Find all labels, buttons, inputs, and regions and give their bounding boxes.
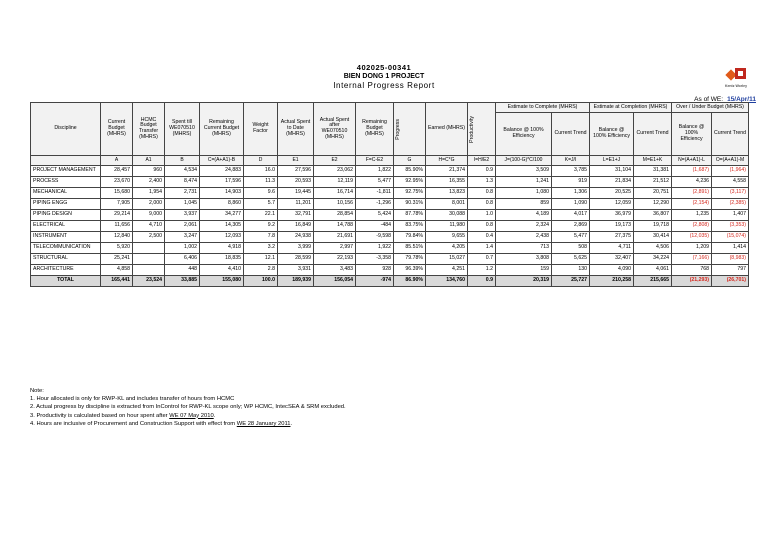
table-row	[31, 232, 749, 243]
value-cell: 28,457	[101, 166, 133, 177]
value-cell: 4,711	[590, 243, 634, 254]
as-of-date: 15/Apr/11	[727, 96, 756, 103]
value-cell: (8,983)	[712, 254, 749, 265]
formula-code: J=(100-G)*C/100	[496, 156, 552, 166]
project-code: 402025-00341	[356, 63, 412, 72]
value-cell: 2,324	[496, 221, 552, 232]
table-row	[31, 188, 749, 199]
table-row	[31, 210, 749, 221]
value-cell: 15,027	[426, 254, 468, 265]
value-cell: 1,002	[165, 243, 200, 254]
group-etc: Estimate to Complete (MHRS)	[496, 103, 590, 113]
value-cell: 4,017	[552, 210, 590, 221]
value-cell: 3,509	[496, 166, 552, 177]
value-cell: 9.2	[244, 221, 278, 232]
value-cell: 4,506	[634, 243, 672, 254]
col-progress: Progress	[394, 103, 426, 156]
col-current-budget: Current Budget (MHRS)	[101, 103, 133, 156]
value-cell: 928	[356, 265, 394, 276]
col-eac-balance: Balance @ 100% Efficiency	[590, 113, 634, 156]
value-cell: 24,938	[278, 232, 314, 243]
col-actual-spent-date: Actual Spent to Date (MHRS)	[278, 103, 314, 156]
value-cell: -1,811	[356, 188, 394, 199]
value-cell: 2,500	[133, 232, 165, 243]
value-cell: 1.2	[468, 265, 496, 276]
note-1: 1. Hour allocated is only for RWP-KL and includes transfer of hours from HCMC	[30, 396, 235, 403]
value-cell: 16,355	[426, 177, 468, 188]
value-cell: 30,414	[634, 232, 672, 243]
discipline-cell: PROCESS	[31, 177, 101, 188]
value-cell: 19,173	[590, 221, 634, 232]
value-cell: 86.90%	[394, 276, 426, 287]
value-cell: 1,045	[165, 199, 200, 210]
value-cell: 16,714	[314, 188, 356, 199]
value-cell: 768	[672, 265, 712, 276]
value-cell: 8,001	[426, 199, 468, 210]
value-cell: 5,477	[356, 177, 394, 188]
value-cell: (21,293)	[672, 276, 712, 287]
value-cell: 960	[133, 166, 165, 177]
value-cell: 12,093	[200, 232, 244, 243]
value-cell: -3,358	[356, 254, 394, 265]
value-cell: 21,834	[590, 177, 634, 188]
value-cell: 92.75%	[394, 188, 426, 199]
col-remaining-budget: Remaining Current Budget (MHRS)	[200, 103, 244, 156]
discipline-cell: TOTAL	[31, 276, 101, 287]
formula-code: H=C*G	[426, 156, 468, 166]
value-cell: 83.75%	[394, 221, 426, 232]
formula-code: G	[394, 156, 426, 166]
value-cell: 28,854	[314, 210, 356, 221]
value-cell: 508	[552, 243, 590, 254]
value-cell: 27,596	[278, 166, 314, 177]
value-cell: 0.4	[468, 232, 496, 243]
value-cell: 0.8	[468, 199, 496, 210]
value-cell: 12,119	[314, 177, 356, 188]
company-logo	[718, 68, 754, 94]
value-cell: 3,808	[496, 254, 552, 265]
value-cell: 14,305	[200, 221, 244, 232]
formula-code: M=E1+K	[634, 156, 672, 166]
col-hcmc-transfer: HCMC Budget Transfer (MHRS)	[133, 103, 165, 156]
table-row	[31, 254, 749, 265]
header-row-1	[31, 103, 749, 113]
col-actual-spent-after: Actual Spent after WE070510 (MHRS)	[314, 103, 356, 156]
value-cell: 189,939	[278, 276, 314, 287]
value-cell: 30,088	[426, 210, 468, 221]
value-cell: 2,400	[133, 177, 165, 188]
value-cell: 31,104	[590, 166, 634, 177]
value-cell: 0.9	[468, 166, 496, 177]
value-cell: 21,374	[426, 166, 468, 177]
formula-row	[31, 156, 749, 166]
value-cell: (1,687)	[672, 166, 712, 177]
value-cell: 85.90%	[394, 166, 426, 177]
value-cell: 19,445	[278, 188, 314, 199]
value-cell: (12,035)	[672, 232, 712, 243]
col-remaining-budget-2: Remaining Budget (MHRS)	[356, 103, 394, 156]
value-cell: -1,296	[356, 199, 394, 210]
value-cell	[133, 243, 165, 254]
value-cell: 7.8	[244, 232, 278, 243]
value-cell: 3,247	[165, 232, 200, 243]
value-cell: 8,474	[165, 177, 200, 188]
value-cell: 18,835	[200, 254, 244, 265]
value-cell: 797	[712, 265, 749, 276]
value-cell: 4,410	[200, 265, 244, 276]
value-cell: 1.0	[468, 210, 496, 221]
col-spent-till: Spent till WE070510 (MHRS)	[165, 103, 200, 156]
value-cell: 31,381	[634, 166, 672, 177]
value-cell: 9,655	[426, 232, 468, 243]
value-cell: (2,808)	[672, 221, 712, 232]
value-cell: (15,074)	[712, 232, 749, 243]
formula-code: I=H/E2	[468, 156, 496, 166]
total-row	[31, 276, 749, 287]
value-cell: 2,731	[165, 188, 200, 199]
value-cell: (1,964)	[712, 166, 749, 177]
value-cell: 34,224	[634, 254, 672, 265]
value-cell: 23,670	[101, 177, 133, 188]
value-cell: 5,477	[552, 232, 590, 243]
logo-text: Kentz Worley	[724, 84, 748, 88]
value-cell: 134,760	[426, 276, 468, 287]
value-cell: 28,599	[278, 254, 314, 265]
value-cell: 713	[496, 243, 552, 254]
value-cell: 4,236	[672, 177, 712, 188]
discipline-cell: ARCHITECTURE	[31, 265, 101, 276]
value-cell: 165,441	[101, 276, 133, 287]
value-cell: 4,061	[634, 265, 672, 276]
formula-code: A	[101, 156, 133, 166]
value-cell: 3,931	[278, 265, 314, 276]
value-cell: 8,860	[200, 199, 244, 210]
note-2: 2. Actual progress by discipline is extracted from InControl for RWP-KL scope only; WP HCMC, IntecSEA & SRM excluded.	[30, 404, 346, 411]
value-cell: 33,885	[165, 276, 200, 287]
value-cell: 15,680	[101, 188, 133, 199]
notes-title: Note:	[30, 388, 44, 394]
value-cell: 16,849	[278, 221, 314, 232]
discipline-cell: MECHANICAL	[31, 188, 101, 199]
value-cell: 1,090	[552, 199, 590, 210]
note-4: 4. Hours are inclusive of Procurement and Construction Support with effect from WE 28 January 2011.	[30, 420, 293, 427]
value-cell: (3,117)	[712, 188, 749, 199]
value-cell: 4,710	[133, 221, 165, 232]
formula-code: A1	[133, 156, 165, 166]
value-cell: 10,156	[314, 199, 356, 210]
project-name: BIEN DONG 1 PROJECT	[343, 73, 425, 80]
value-cell: 5,424	[356, 210, 394, 221]
value-cell: 1.4	[468, 243, 496, 254]
value-cell: 96.39%	[394, 265, 426, 276]
col-eac-trend: Current Trend	[634, 113, 672, 156]
value-cell: 23,524	[133, 276, 165, 287]
value-cell: 4,205	[426, 243, 468, 254]
value-cell: 21,512	[634, 177, 672, 188]
formula-code: F=C-E2	[356, 156, 394, 166]
value-cell: 1.3	[468, 177, 496, 188]
value-cell: 14,788	[314, 221, 356, 232]
value-cell: 448	[165, 265, 200, 276]
value-cell: 100.0	[244, 276, 278, 287]
value-cell: 20,525	[590, 188, 634, 199]
value-cell: 1,407	[712, 210, 749, 221]
col-var-balance: Balance @ 100% Efficiency	[672, 113, 712, 156]
value-cell: 2,997	[314, 243, 356, 254]
value-cell: 20,319	[496, 276, 552, 287]
as-of-label: As of WE:	[694, 96, 724, 103]
value-cell: 1,235	[672, 210, 712, 221]
col-productivity: Productivity	[468, 103, 496, 156]
value-cell: 87.78%	[394, 210, 426, 221]
table-row	[31, 166, 749, 177]
value-cell: 2.8	[244, 265, 278, 276]
table-row	[31, 265, 749, 276]
value-cell: 20,751	[634, 188, 672, 199]
value-cell: 85.51%	[394, 243, 426, 254]
value-cell: 0.8	[468, 221, 496, 232]
value-cell: 79.84%	[394, 232, 426, 243]
value-cell: 22,193	[314, 254, 356, 265]
notes	[30, 387, 346, 428]
formula-code: K=J/I	[552, 156, 590, 166]
value-cell: 3,937	[165, 210, 200, 221]
table-row	[31, 243, 749, 254]
group-over-under: Over / Under Budget (MHRS)	[672, 103, 749, 113]
value-cell: 4,534	[165, 166, 200, 177]
report-title: Internal Progress Report	[333, 81, 435, 90]
value-cell: -9,598	[356, 232, 394, 243]
value-cell	[133, 254, 165, 265]
value-cell: 159	[496, 265, 552, 276]
value-cell: 12,059	[590, 199, 634, 210]
table-body	[31, 166, 749, 287]
table-row	[31, 177, 749, 188]
value-cell: 155,080	[200, 276, 244, 287]
value-cell: 919	[552, 177, 590, 188]
value-cell: 1,922	[356, 243, 394, 254]
value-cell: 3,483	[314, 265, 356, 276]
value-cell: 22.1	[244, 210, 278, 221]
value-cell: (2,891)	[672, 188, 712, 199]
value-cell: 0.8	[468, 188, 496, 199]
value-cell: 79.78%	[394, 254, 426, 265]
value-cell: (2,154)	[672, 199, 712, 210]
formula-code: L=E1+J	[590, 156, 634, 166]
value-cell: 1,209	[672, 243, 712, 254]
discipline-cell: PIPING ENGG	[31, 199, 101, 210]
value-cell: 4,918	[200, 243, 244, 254]
value-cell: 859	[496, 199, 552, 210]
value-cell: 36,807	[634, 210, 672, 221]
note-3: 3. Productivity is calculated based on hour spent after WE 07 May 2010.	[30, 412, 216, 419]
value-cell: 11,201	[278, 199, 314, 210]
value-cell: 4,858	[101, 265, 133, 276]
value-cell: 23,062	[314, 166, 356, 177]
formula-code: O=(A+A1)-M	[712, 156, 749, 166]
value-cell: 7,905	[101, 199, 133, 210]
value-cell: 1,241	[496, 177, 552, 188]
col-etc-balance: Balance @ 100% Efficiency	[496, 113, 552, 156]
value-cell: (7,166)	[672, 254, 712, 265]
value-cell: -484	[356, 221, 394, 232]
value-cell: 2,000	[133, 199, 165, 210]
value-cell: 215,665	[634, 276, 672, 287]
value-cell: 19,718	[634, 221, 672, 232]
value-cell: 29,214	[101, 210, 133, 221]
formula-code: E1	[278, 156, 314, 166]
table-row	[31, 199, 749, 210]
value-cell: 0.7	[468, 254, 496, 265]
value-cell: 21,691	[314, 232, 356, 243]
value-cell: 17,596	[200, 177, 244, 188]
value-cell: 1,414	[712, 243, 749, 254]
table-row	[31, 221, 749, 232]
value-cell: 32,791	[278, 210, 314, 221]
value-cell: 1,822	[356, 166, 394, 177]
col-var-trend: Current Trend	[712, 113, 749, 156]
value-cell: 2,438	[496, 232, 552, 243]
formula-code: D	[244, 156, 278, 166]
value-cell: 12,840	[101, 232, 133, 243]
value-cell: 156,054	[314, 276, 356, 287]
value-cell: 0.9	[468, 276, 496, 287]
value-cell: 34,277	[200, 210, 244, 221]
col-earned: Earned (MHRS)	[426, 103, 468, 156]
value-cell: 20,593	[278, 177, 314, 188]
value-cell: 5,625	[552, 254, 590, 265]
discipline-cell: STRUCTURAL	[31, 254, 101, 265]
value-cell: 2,869	[552, 221, 590, 232]
value-cell: 4,189	[496, 210, 552, 221]
value-cell: 210,258	[590, 276, 634, 287]
value-cell: 25,727	[552, 276, 590, 287]
value-cell: 12.1	[244, 254, 278, 265]
value-cell: 1,080	[496, 188, 552, 199]
value-cell: (3,353)	[712, 221, 749, 232]
col-etc-trend: Current Trend	[552, 113, 590, 156]
value-cell: 92.95%	[394, 177, 426, 188]
value-cell: 9,000	[133, 210, 165, 221]
value-cell: 9.6	[244, 188, 278, 199]
value-cell: 25,241	[101, 254, 133, 265]
value-cell: 4,251	[426, 265, 468, 276]
value-cell: 3,785	[552, 166, 590, 177]
col-discipline: Discipline	[31, 103, 101, 156]
value-cell: 4,558	[712, 177, 749, 188]
value-cell: 12,290	[634, 199, 672, 210]
value-cell: 27,375	[590, 232, 634, 243]
value-cell: 1,306	[552, 188, 590, 199]
value-cell: 4,090	[590, 265, 634, 276]
formula-code: N=(A+A1)-L	[672, 156, 712, 166]
formula-code: C=(A+A1)-B	[200, 156, 244, 166]
value-cell: 16.0	[244, 166, 278, 177]
value-cell: 6,406	[165, 254, 200, 265]
value-cell	[133, 265, 165, 276]
formula-code: B	[165, 156, 200, 166]
value-cell: 11,980	[426, 221, 468, 232]
value-cell: 5,920	[101, 243, 133, 254]
value-cell: 130	[552, 265, 590, 276]
value-cell: 32,407	[590, 254, 634, 265]
value-cell: 11,656	[101, 221, 133, 232]
value-cell: (2,385)	[712, 199, 749, 210]
discipline-cell: PROJECT MANAGEMENT	[31, 166, 101, 177]
value-cell: 14,903	[200, 188, 244, 199]
value-cell: 3,999	[278, 243, 314, 254]
value-cell: 3.2	[244, 243, 278, 254]
value-cell: 11.3	[244, 177, 278, 188]
value-cell: (26,701)	[712, 276, 749, 287]
value-cell: 5.7	[244, 199, 278, 210]
progress-table	[30, 102, 749, 287]
value-cell: 24,883	[200, 166, 244, 177]
value-cell: 13,823	[426, 188, 468, 199]
discipline-cell: TELECOMMUNICATION	[31, 243, 101, 254]
discipline-cell: PIPING DESIGN	[31, 210, 101, 221]
col-weight-factor: Weight Factor	[244, 103, 278, 156]
value-cell: -974	[356, 276, 394, 287]
discipline-cell: INSTRUMENT	[31, 232, 101, 243]
value-cell: 2,061	[165, 221, 200, 232]
value-cell: 90.31%	[394, 199, 426, 210]
value-cell: 36,979	[590, 210, 634, 221]
formula-code: E2	[314, 156, 356, 166]
discipline-cell: ELECTRICAL	[31, 221, 101, 232]
group-eac: Estimate at Completion (MHRS)	[590, 103, 672, 113]
value-cell: 1,954	[133, 188, 165, 199]
